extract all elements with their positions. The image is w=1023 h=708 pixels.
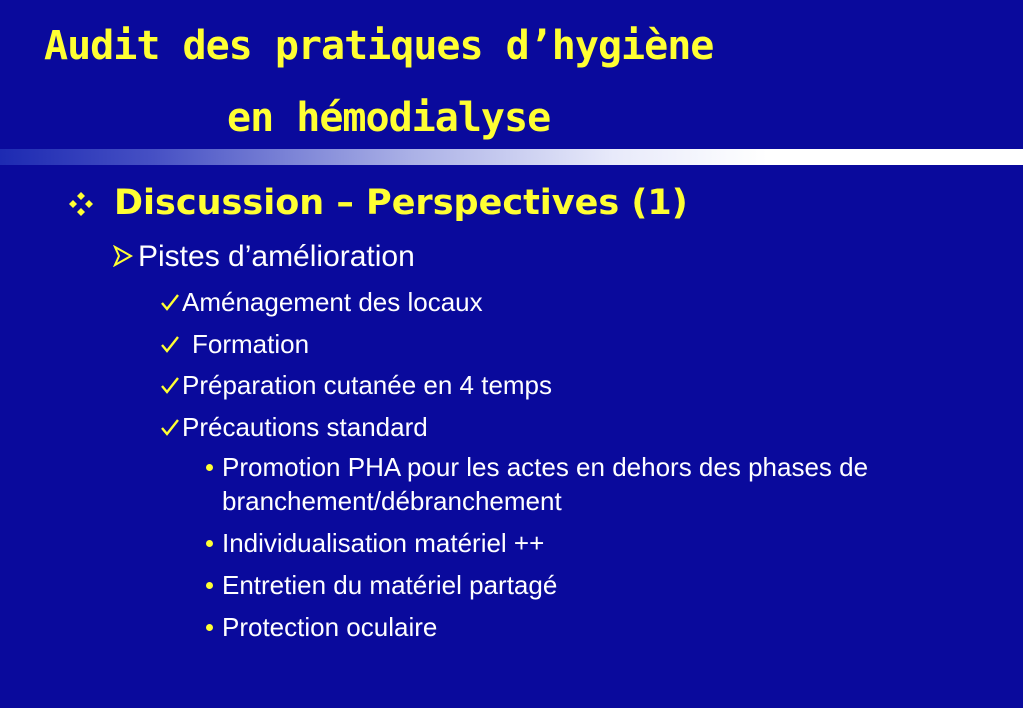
title-divider-bar	[0, 149, 1023, 165]
check-item-label: Aménagement des locaux	[182, 287, 483, 317]
check-item-label: Précautions standard	[182, 412, 428, 442]
subheading: Pistes d’amélioration	[138, 240, 415, 273]
subheading-row	[112, 237, 415, 277]
check-list-item	[160, 285, 483, 319]
dot-icon	[206, 582, 213, 589]
checkmark-icon	[160, 369, 180, 389]
section-heading-row	[68, 180, 688, 226]
dot-icon	[206, 540, 213, 547]
arrow-right-icon	[112, 238, 134, 260]
bullet-item-label: Entretien du matériel partagé	[222, 570, 558, 600]
bullet-item-label: Promotion PHA pour les actes en dehors des phases de branchement/débranchement	[222, 452, 869, 516]
slide-title-line-2: en hémodialyse	[227, 95, 551, 141]
check-list-item	[160, 368, 552, 402]
dot-icon	[206, 624, 213, 631]
check-item-label: Préparation cutanée en 4 temps	[182, 370, 553, 400]
checkmark-icon	[160, 286, 180, 306]
bullet-item-label: Protection oculaire	[222, 612, 438, 642]
bullet-list-item	[204, 568, 557, 602]
check-list-item	[160, 327, 309, 361]
bullet-list-item	[204, 450, 972, 518]
checkmark-icon	[160, 411, 180, 431]
section-heading: Discussion – Perspectives (1)	[114, 183, 688, 223]
dot-icon	[206, 464, 213, 471]
four-diamond-icon	[68, 183, 94, 209]
check-item-label: Formation	[192, 329, 310, 359]
checkmark-icon	[160, 328, 180, 348]
check-list-item	[160, 410, 428, 444]
slide-title-line-1: Audit des pratiques d’hygiène	[44, 23, 714, 69]
bullet-list-item	[204, 526, 544, 560]
bullet-list-item	[204, 610, 437, 644]
bullet-item-label: Individualisation matériel ++	[222, 528, 545, 558]
